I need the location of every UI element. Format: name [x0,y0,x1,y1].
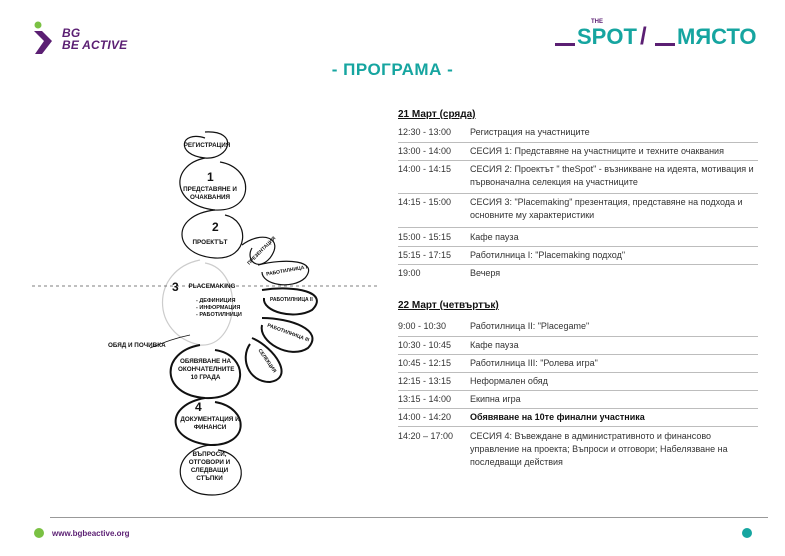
step-1-number: 1 [207,170,214,184]
step-3-number: 3 [172,280,179,294]
schedule-row: 9:00 - 10:30 Работилница II: "Placegame" [398,321,590,331]
spot-label: SPOT [577,24,637,49]
petal-workshop-2: РАБОТИЛНИЦА II [270,297,313,303]
step-2-label: ПРОЕКТЪТ [192,239,228,246]
logo-slash: / [640,23,647,50]
schedule-row: 12:15 - 13:15 Неформален обяд [398,376,548,386]
step-4-label: ДОКУМЕНТАЦИЯ И ФИНАНСИ [180,416,240,431]
petal-workshop-1: РАБОТИЛНИЦА I [265,264,308,278]
schedule-row: 14:15 - 15:00 СЕСИЯ 3: "Placemaking" презентация, представяне на подхода и основните му характеристики [398,197,743,220]
divider [398,227,758,228]
the-spot-logo [555,19,760,55]
step-4-number: 4 [195,400,202,414]
divider [398,264,758,265]
day-2-heading: 22 Март (четвъртък) [398,300,499,311]
schedule-row: 13:15 - 14:00 Екипна игра [398,394,521,404]
divider [398,426,758,427]
divider [398,246,758,247]
divider [398,160,758,161]
announce-label: ОБЯВЯВАНЕ НА ОКОНЧАТЕЛНИТЕ 10 ГРАДА [178,358,235,381]
divider [398,390,758,391]
bg-be-active-logo [30,20,140,60]
step-2-number: 2 [212,220,219,234]
spot-the-label: THE [591,19,603,25]
page-title: - ПРОГРАМА - [331,60,454,79]
divider [398,142,758,143]
schedule-row: 13:00 - 14:00 СЕСИЯ 1: Представяне на участниците и техните очаквания [398,146,724,156]
final-step-label: ВЪПРОСИ, ОТГОВОРИ И СЛЕДВАЩИ СТЪПКИ [188,451,231,482]
green-dot-icon [34,528,44,538]
registration-label: РЕГИСТРАЦИЯ [183,142,231,149]
schedule-row: 12:30 - 13:00 Регистрация на участниците [398,127,590,137]
petal-workshop-3: РАБОТИЛНИЦА III [266,322,310,344]
petal-selection: СЕЛЕКЦИЯ [256,347,278,375]
bg-logo-text [62,27,127,51]
step-3-item: - ИНФОРМАЦИЯ [196,305,241,311]
myasto-label: МЯСТО [677,24,757,49]
petal-presentation: ПРЕЗЕНТАЦИЯ [246,235,278,267]
schedule-row: 15:15 - 17:15 Работилница I: "Placemaking подход" [398,250,626,260]
schedule-row: 15:00 - 15:15 Кафе пауза [398,232,519,242]
teal-dot-icon [742,528,752,538]
lunch-label: ОБЯД И ПОЧИВКА [108,342,166,349]
schedule-row: 19:00 Вечеря [398,268,501,278]
step-3-items [196,298,242,319]
schedule-row: 10:30 - 10:45 Кафе пауза [398,340,519,350]
program-flow-diagram [0,120,400,500]
divider [398,336,758,337]
footer-divider [50,517,768,518]
footer-website-link[interactable]: www.bgbeactive.org [52,529,130,538]
schedule-row: 14:00 - 14:15 СЕСИЯ 2: Проектът " theSpot" - възникване на идеята, мотивация и първоначална селекция на участниците [398,164,754,187]
logo-underscore-1 [555,43,575,46]
bg-logo-line1: BG [62,26,81,40]
schedule-row: 14:20 – 17:00 СЕСИЯ 4: Въвеждане в административното и финансово управление на проекта; Въпроси и отговори; Набелязване на последващи действия [398,431,728,467]
divider [398,372,758,373]
schedule-row: 10:45 - 12:15 Работилница III: "Ролева игра" [398,358,598,368]
step-1-label: ПРЕДСТАВЯНЕ И ОЧАКВАНИЯ [183,186,237,201]
step-3-label: PLACEMAKING [188,283,236,290]
logo-underscore-2 [655,43,675,46]
bg-logo-line2: BE ACTIVE [62,38,128,52]
divider [398,193,758,194]
divider [398,354,758,355]
step-3-item: - РАБОТИЛНИЦИ [196,312,242,318]
schedule-row: 14:00 - 14:20 Обявяване на 10те финални участника [398,412,645,422]
step-3-item: - ДЕФИНИЦИЯ [196,298,236,304]
bg-logo-mark-icon [30,20,58,56]
day-1-heading: 21 Март (сряда) [398,109,476,120]
divider [398,408,758,409]
